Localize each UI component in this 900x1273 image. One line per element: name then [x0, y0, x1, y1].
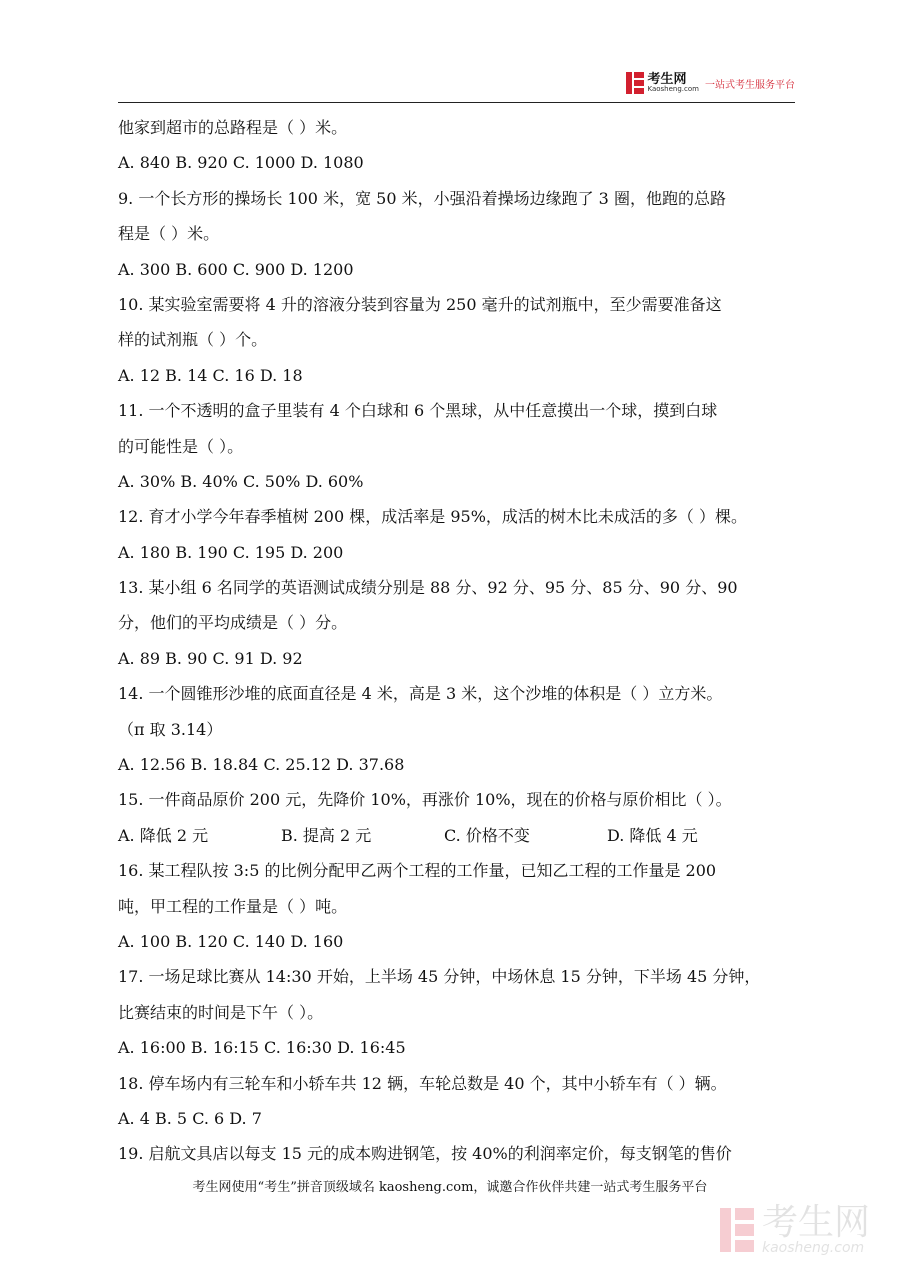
- question-line: 比赛结束的时间是下午（ ）。: [118, 1002, 324, 1022]
- question-line: 13. 某小组 6 名同学的英语测试成绩分别是 88 分、92 分、95 分、85 分、90 分、90: [118, 578, 738, 598]
- question-line: 10. 某实验室需要将 4 升的溶液分装到容量为 250 毫升的试剂瓶中，至少需要准备这: [118, 294, 722, 314]
- question-line: 16. 某工程队按 3:5 的比例分配甲乙两个工程的工作量，已知乙工程的工作量是 200: [118, 861, 717, 881]
- page-header: [118, 68, 795, 103]
- question-line: 15. 一件商品原价 200 元，先降价 10%，再涨价 10%，现在的价格与原价相比（ ）。: [118, 790, 732, 810]
- exam-questions: [118, 110, 798, 1172]
- options-line: A. 100 B. 120 C. 140 D. 160: [118, 931, 344, 951]
- question-line: 17. 一场足球比赛从 14:30 开始，上半场 45 分钟，中场休息 15 分钟，下半场 45 分钟，: [118, 967, 761, 987]
- watermark-name: 考生网: [762, 1202, 871, 1243]
- page-footer: 考生网使用“考生”拼音顶级域名 kaosheng.com，诚邀合作伙伴共建一站式考生服务平台: [192, 1180, 708, 1195]
- question-line: 吨，甲工程的工作量是（ ）吨。: [118, 896, 348, 916]
- question-line: （π 取 3.14）: [118, 719, 223, 739]
- question-line: 9. 一个长方形的操场长 100 米，宽 50 米，小强沿着操场边缘跑了 3 圈，他跑的总路: [118, 188, 726, 208]
- watermark-domain: kaosheng.com: [762, 1240, 865, 1256]
- question-line: 18. 停车场内有三轮车和小轿车共 12 辆，车轮总数是 40 个，其中小轿车有（ ）辆。: [118, 1073, 727, 1093]
- option-d: D. 降低 4 元: [607, 825, 698, 845]
- option-b: B. 提高 2 元: [281, 825, 372, 845]
- question-line: 14. 一个圆锥形沙堆的底面直径是 4 米，高是 3 米，这个沙堆的体积是（ ）立方米。: [118, 684, 723, 704]
- options-line: A. 12 B. 14 C. 16 D. 18: [118, 365, 303, 385]
- question-line: 程是（ ）米。: [118, 224, 220, 244]
- question-line: 样的试剂瓶（ ）个。: [118, 330, 268, 350]
- options-line: A. 89 B. 90 C. 91 D. 92: [118, 648, 303, 668]
- question-line: 他家到超市的总路程是（ ）米。: [118, 118, 348, 137]
- option-a: A. 降低 2 元: [118, 825, 209, 845]
- question-line: 的可能性是（ ）。: [118, 436, 244, 456]
- question-line: 19. 启航文具店以每支 15 元的成本购进钢笔，按 40%的利润率定价，每支钢笔的售价: [118, 1144, 732, 1164]
- question-line: 12. 育才小学今年春季植树 200 棵，成活率是 95%，成活的树木比未成活的多（ ）棵。: [118, 507, 747, 527]
- options-line: A. 16:00 B. 16:15 C. 16:30 D. 16:45: [118, 1038, 406, 1058]
- logo-slogan: 一站式考生服务平台: [705, 79, 795, 91]
- question-line: 11. 一个不透明的盒子里装有 4 个白球和 6 个黑球，从中任意摸出一个球，摸到白球: [118, 401, 718, 421]
- options-line: A. 840 B. 920 C. 1000 D. 1080: [118, 153, 364, 173]
- options-line: A. 12.56 B. 18.84 C. 25.12 D. 37.68: [118, 755, 405, 775]
- options-line: A. 180 B. 190 C. 195 D. 200: [118, 542, 344, 562]
- logo-domain: Kaosheng.com: [647, 85, 699, 93]
- options-line: A. 4 B. 5 C. 6 D. 7: [118, 1108, 262, 1128]
- logo-name: 考生网: [647, 72, 687, 87]
- options-line-q15: [118, 818, 798, 853]
- option-c: C. 价格不变: [444, 825, 530, 845]
- options-line: A. 300 B. 600 C. 900 D. 1200: [118, 259, 354, 279]
- watermark-logo-icon: [720, 1208, 754, 1252]
- options-line: A. 30% B. 40% C. 50% D. 60%: [118, 471, 364, 491]
- logo-mark-icon: [626, 72, 644, 94]
- question-line: 分，他们的平均成绩是（ ）分。: [118, 613, 348, 633]
- site-logo[interactable]: [626, 72, 796, 94]
- watermark: [720, 1202, 880, 1256]
